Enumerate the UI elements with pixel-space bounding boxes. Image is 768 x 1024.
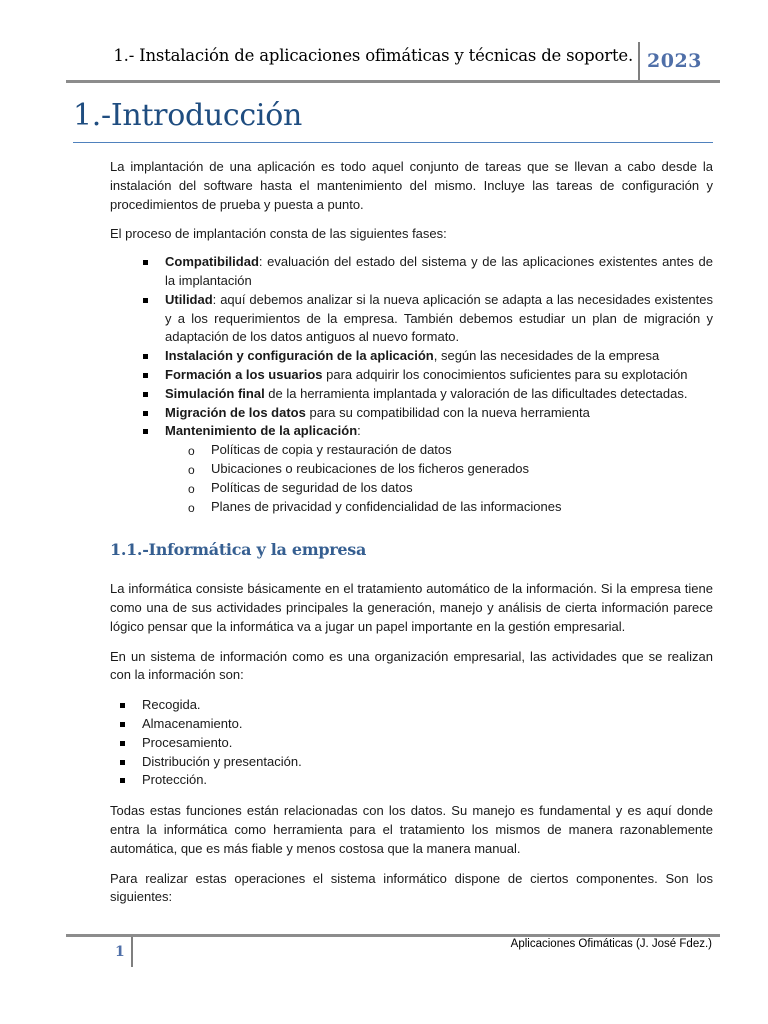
section-heading-informatica-empresa: 1.1.-Informática y la empresa xyxy=(110,540,367,560)
square-bullet-icon xyxy=(120,760,125,765)
page-number: 1 xyxy=(115,944,125,960)
list-item: Procesamiento. xyxy=(142,734,713,753)
square-bullet-icon xyxy=(143,354,148,359)
list-item: Protección. xyxy=(142,771,713,790)
header-divider xyxy=(638,42,640,82)
list-item: Instalación y configuración de la aplicación, según las necesidades de la empresa xyxy=(165,347,713,366)
square-bullet-icon xyxy=(120,741,125,746)
list-item: o Políticas de seguridad de los datos xyxy=(211,479,713,498)
circle-bullet-icon: o xyxy=(188,481,195,496)
section-heading-introduccion: 1.-Introducción xyxy=(73,98,302,133)
list-item: Migración de los datos para su compatibilidad con la nueva herramienta xyxy=(165,404,713,423)
paragraph: Todas estas funciones están relacionadas con los datos. Su manejo es fundamental y es aquí donde entra la informática como herramienta para el tratamiento los mismos de manera razonablemente automática, que es más fiable y menos costosa que la manera manual. xyxy=(110,803,713,856)
header-title: 1.- Instalación de aplicaciones ofimáticas y técnicas de soporte. xyxy=(113,46,633,65)
list-item: Compatibilidad: evaluación del estado del sistema y de las aplicaciones existentes antes de la implantación xyxy=(165,253,713,291)
activities-list xyxy=(110,696,713,790)
square-bullet-icon xyxy=(143,260,148,265)
list-item: Formación a los usuarios para adquirir los conocimientos suficientes para su explotación xyxy=(165,366,713,385)
square-bullet-icon xyxy=(120,722,125,727)
circle-bullet-icon: o xyxy=(188,444,195,459)
list-item: Simulación final de la herramienta implantada y valoración de las dificultades detectadas. xyxy=(165,385,713,404)
list-item: o Políticas de copia y restauración de datos xyxy=(211,441,713,460)
paragraph: Para realizar estas operaciones el sistema informático dispone de ciertos componentes. Son los siguientes: xyxy=(110,870,713,905)
square-bullet-icon xyxy=(120,778,125,783)
list-item: Mantenimiento de la aplicación: o Políticas de copia y restauración de datos o Ubicaciones o reubicaciones de los ficheros generados o Políticas de seguridad de los datos o Planes de privacidad y confidencialidad de las informaciones xyxy=(165,422,713,516)
heading-underline xyxy=(73,142,713,143)
phases-intro-paragraph: El proceso de implantación consta de las siguientes fases: xyxy=(110,226,447,242)
square-bullet-icon xyxy=(120,703,125,708)
header-year: 2023 xyxy=(647,50,702,72)
list-item: Distribución y presentación. xyxy=(142,753,713,772)
footer-divider xyxy=(131,937,133,967)
circle-bullet-icon: o xyxy=(188,500,195,515)
footer-author: Aplicaciones Ofimáticas (J. José Fdez.) xyxy=(510,938,712,950)
square-bullet-icon xyxy=(143,392,148,397)
document-body xyxy=(110,158,713,918)
paragraph: La informática consiste básicamente en el tratamiento automático de la información. Si la empresa tiene como una de sus actividades principales la generación, manejo y análisis de cierta información parece lógico pensar que la informática va a jugar un papel importante en la gestión empresarial. xyxy=(110,581,713,634)
list-item: Recogida. xyxy=(142,696,713,715)
list-item: o Planes de privacidad y confidencialidad de las informaciones xyxy=(211,498,713,517)
maintenance-sublist xyxy=(165,441,713,516)
list-item: Almacenamiento. xyxy=(142,715,713,734)
intro-paragraph: La implantación de una aplicación es todo aquel conjunto de tareas que se llevan a cabo desde la instalación del software hasta el mantenimiento del mismo. Incluye las tareas de configuración y procedimientos de prueba y puesta a punto. xyxy=(110,159,713,212)
footer-rule xyxy=(66,934,720,937)
square-bullet-icon xyxy=(143,373,148,378)
square-bullet-icon xyxy=(143,429,148,434)
circle-bullet-icon: o xyxy=(188,462,195,477)
list-item: Utilidad: aquí debemos analizar si la nueva aplicación se adapta a las necesidades existentes y a los requerimientos de la empresa. También debemos estudiar un plan de migración y adaptación de los datos antiguos al nuevo formato. xyxy=(165,291,713,347)
header-rule xyxy=(66,80,720,83)
phases-list xyxy=(110,253,713,516)
list-item: o Ubicaciones o reubicaciones de los ficheros generados xyxy=(211,460,713,479)
square-bullet-icon xyxy=(143,411,148,416)
paragraph: En un sistema de información como es una organización empresarial, las actividades que se realizan con la información son: xyxy=(110,648,713,683)
square-bullet-icon xyxy=(143,298,148,303)
